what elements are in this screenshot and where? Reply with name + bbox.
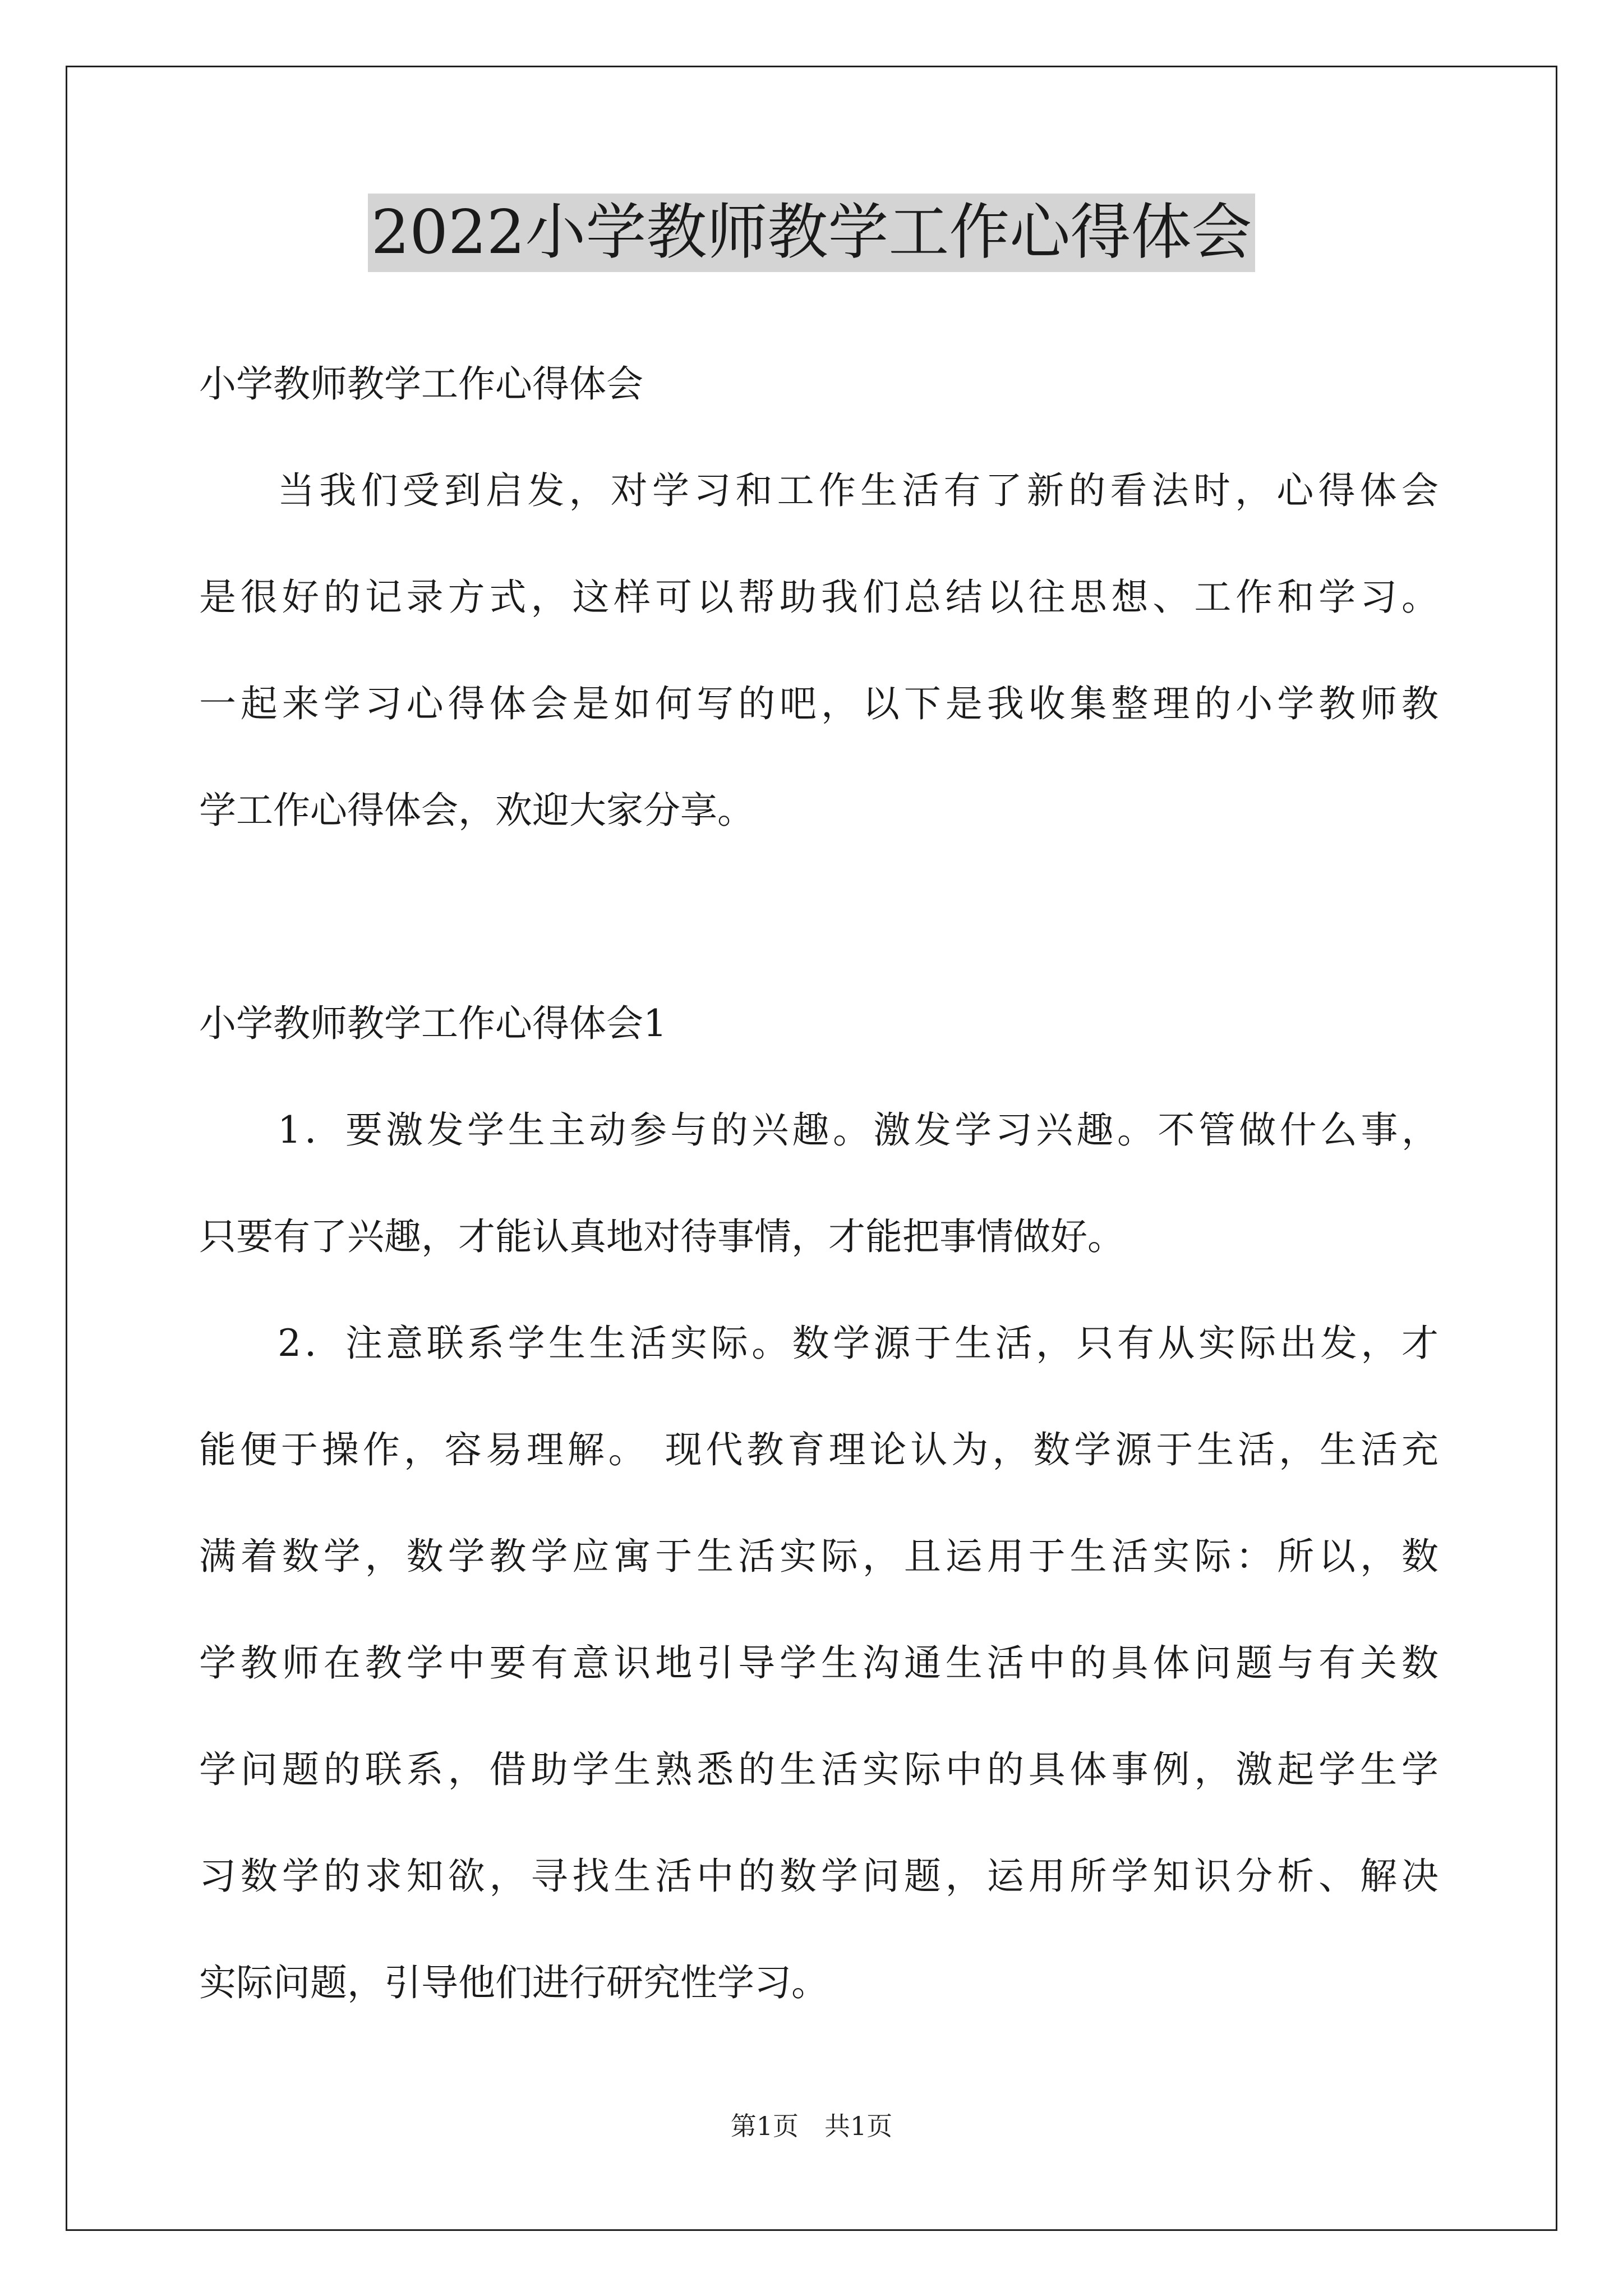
document-title: 2022小学教师教学工作心得体会 (368, 194, 1256, 272)
page-footer: 第1页 共1页 (730, 2111, 893, 2141)
point2-line-5: 学问题的联系，借助学生熟悉的生活实际中的具体事例，激起学生学 (199, 1748, 1438, 1791)
paragraph-spacer (199, 864, 1438, 970)
point2-line-3: 满着数学，数学教学应寓于生活实际，且运用于生活实际：所以，数 (199, 1535, 1438, 1578)
point1-line-2: 只要有了兴趣，才能认真地对待事情，才能把事情做好。 (199, 1215, 1124, 1258)
point2-line-1: 2．注意联系学生生活实际。数学源于生活，只有从实际出发，才 (278, 1322, 1438, 1365)
point2-line-4: 学教师在教学中要有意识地引导学生沟通生活中的具体问题与有关数 (199, 1641, 1438, 1685)
point2-line-6: 习数学的求知欲，寻找生活中的数学问题，运用所学知识分析、解决 (199, 1855, 1438, 1898)
point2-line-7: 实际问题，引导他们进行研究性学习。 (199, 1961, 828, 2004)
document-body (199, 331, 1438, 2036)
intro-line-2: 是很好的记录方式，这样可以帮助我们总结以往思想、工作和学习。 (199, 576, 1438, 619)
intro-line-3: 一起来学习心得体会是如何写的吧，以下是我收集整理的小学教师教 (199, 682, 1438, 725)
intro-line-1: 当我们受到启发，对学习和工作生活有了新的看法时，心得体会 (278, 469, 1438, 512)
point1-line-1: 1．要激发学生主动参与的兴趣。激发学习兴趣。不管做什么事， (278, 1108, 1438, 1152)
point2-line-2: 能便于操作，容易理解。 现代教育理论认为，数学源于生活，生活充 (199, 1428, 1438, 1471)
document-subtitle: 小学教师教学工作心得体会 (199, 362, 643, 406)
section-heading: 小学教师教学工作心得体会1 (199, 1002, 667, 1045)
title-container (0, 194, 1623, 272)
intro-line-4: 学工作心得体会，欢迎大家分享。 (199, 789, 754, 832)
